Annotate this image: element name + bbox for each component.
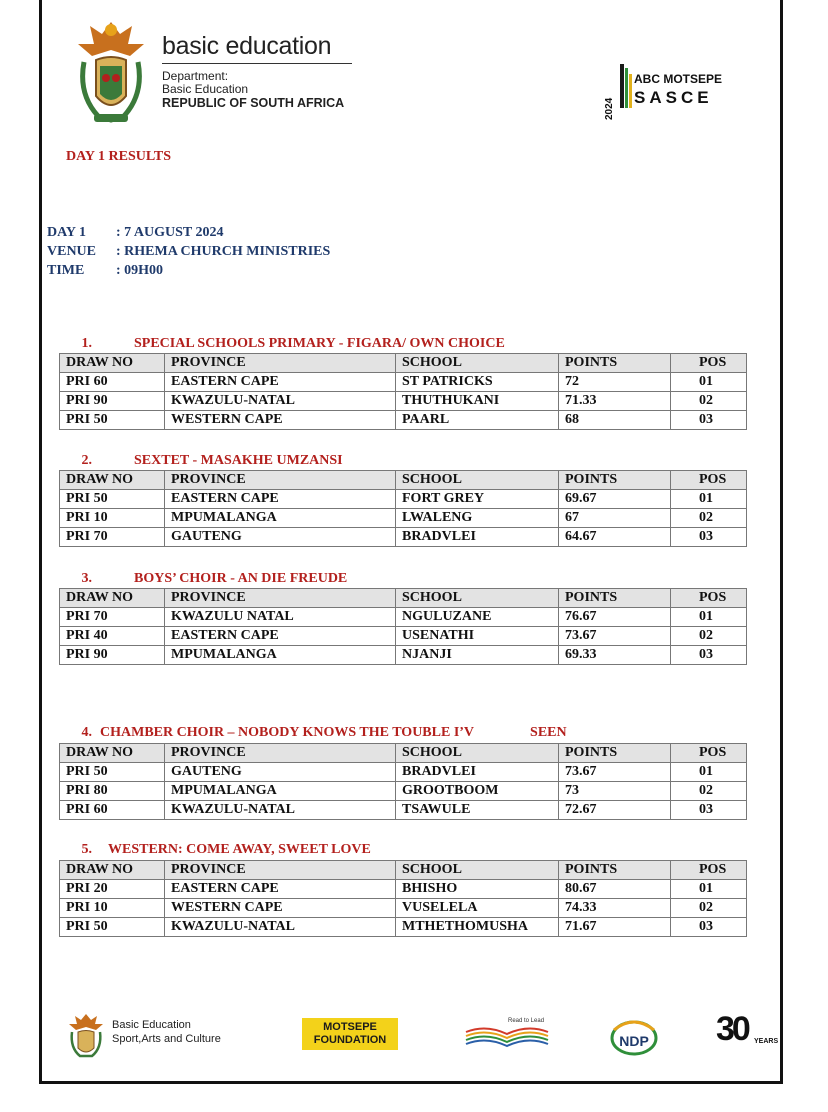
col-draw-no: DRAW NO <box>60 744 165 763</box>
cell-school: GROOTBOOM <box>396 782 559 801</box>
section-name: CHAMBER CHOIR – NOBODY KNOWS THE TOUBLE I’V <box>100 725 475 740</box>
col-pos: POS <box>671 471 747 490</box>
cell-pos: 03 <box>671 411 747 430</box>
cell-points: 73.67 <box>559 627 671 646</box>
department-brand <box>162 32 352 110</box>
col-draw-no: DRAW NO <box>60 589 165 608</box>
col-province: PROVINCE <box>165 744 396 763</box>
cell-province: KWAZULU-NATAL <box>165 918 396 937</box>
cell-draw-no: PRI 60 <box>60 801 165 820</box>
thirty-number: 30 <box>716 1010 748 1048</box>
table-header-row <box>60 471 747 490</box>
cell-draw-no: PRI 40 <box>60 627 165 646</box>
section-2-title <box>42 453 343 469</box>
section-name: BOYS’ CHOIR - AN DIE FREUDE <box>134 571 348 586</box>
col-school: SCHOOL <box>396 354 559 373</box>
footer-dept-line-1: Basic Education <box>112 1019 191 1031</box>
results-table-5 <box>59 860 747 937</box>
cell-pos: 02 <box>671 899 747 918</box>
cell-province: WESTERN CAPE <box>165 411 396 430</box>
thirty-years-text: YEARS <box>754 1038 779 1045</box>
cell-school: TSAWULE <box>396 801 559 820</box>
table-header-row <box>60 589 747 608</box>
read-to-lead-text: Read to Lead <box>508 1018 545 1024</box>
col-points: POINTS <box>559 471 671 490</box>
cell-school: MTHETHOMUSHA <box>396 918 559 937</box>
motsepe-foundation-logo <box>302 1018 398 1050</box>
section-4-title <box>42 725 567 741</box>
table-row <box>60 880 747 899</box>
sasce-year: 2024 <box>604 97 615 120</box>
section-number: 1. <box>81 336 92 351</box>
cell-province: KWAZULU-NATAL <box>165 392 396 411</box>
results-table-3 <box>59 588 747 665</box>
cell-school: BHISHO <box>396 880 559 899</box>
cell-pos: 01 <box>671 880 747 899</box>
cell-pos: 02 <box>671 782 747 801</box>
cell-pos: 02 <box>671 627 747 646</box>
cell-points: 68 <box>559 411 671 430</box>
section-name: SEXTET - MASAKHE UMZANSI <box>134 453 343 468</box>
thirty-years-logo <box>716 1010 779 1049</box>
col-pos: POS <box>671 589 747 608</box>
meta-time-value: : 09H00 <box>116 263 164 278</box>
col-school: SCHOOL <box>396 744 559 763</box>
cell-draw-no: PRI 90 <box>60 646 165 665</box>
section-number: 4. <box>81 725 92 740</box>
cell-points: 74.33 <box>559 899 671 918</box>
coat-of-arms-icon <box>70 14 152 126</box>
ndp-icon <box>609 1016 659 1056</box>
col-school: SCHOOL <box>396 589 559 608</box>
motsepe-line-1: MOTSEPE <box>323 1021 377 1033</box>
cell-province: MPUMALANGA <box>165 646 396 665</box>
table-row <box>60 782 747 801</box>
dept-line-3: REPUBLIC OF SOUTH AFRICA <box>162 96 345 110</box>
event-meta <box>47 223 330 280</box>
footer-logos <box>42 1006 786 1066</box>
cell-draw-no: PRI 70 <box>60 608 165 627</box>
cell-pos: 03 <box>671 918 747 937</box>
sasce-line-1: ABC MOTSEPE <box>634 72 723 86</box>
cell-school: FORT GREY <box>396 490 559 509</box>
footer-dept-text <box>112 1018 221 1046</box>
cell-school: LWALENG <box>396 509 559 528</box>
cell-pos: 03 <box>671 801 747 820</box>
letterhead <box>70 14 770 124</box>
cell-school: ST PATRICKS <box>396 373 559 392</box>
cell-points: 73 <box>559 782 671 801</box>
cell-province: GAUTENG <box>165 763 396 782</box>
read-to-lead-logo <box>462 1018 552 1048</box>
col-pos: POS <box>671 861 747 880</box>
cell-points: 67 <box>559 509 671 528</box>
meta-venue-value: : RHEMA CHURCH MINISTRIES <box>116 244 331 259</box>
table-row <box>60 918 747 937</box>
col-points: POINTS <box>559 354 671 373</box>
cell-school: NJANJI <box>396 646 559 665</box>
col-province: PROVINCE <box>165 471 396 490</box>
cell-province: EASTERN CAPE <box>165 490 396 509</box>
cell-draw-no: PRI 50 <box>60 918 165 937</box>
cell-province: EASTERN CAPE <box>165 880 396 899</box>
table-row <box>60 763 747 782</box>
table-row <box>60 627 747 646</box>
cell-school: USENATHI <box>396 627 559 646</box>
col-province: PROVINCE <box>165 589 396 608</box>
table-row <box>60 509 747 528</box>
cell-draw-no: PRI 80 <box>60 782 165 801</box>
table-row <box>60 392 747 411</box>
cell-points: 64.67 <box>559 528 671 547</box>
cell-pos: 01 <box>671 490 747 509</box>
meta-day-label: DAY 1 <box>47 225 87 240</box>
section-1-title <box>42 336 505 352</box>
col-points: POINTS <box>559 744 671 763</box>
cell-pos: 03 <box>671 528 747 547</box>
col-points: POINTS <box>559 861 671 880</box>
cell-school: NGULUZANE <box>396 608 559 627</box>
cell-school: BRADVLEI <box>396 763 559 782</box>
brand-rule <box>162 63 352 64</box>
section-name-tail: SEEN <box>530 725 567 740</box>
section-number: 5. <box>81 842 92 857</box>
flag-bars-icon <box>620 64 634 108</box>
sasce-line-2: SASCE <box>634 88 713 107</box>
section-5-title <box>42 842 371 858</box>
table-row <box>60 373 747 392</box>
section-number: 2. <box>81 453 92 468</box>
cell-draw-no: PRI 70 <box>60 528 165 547</box>
cell-province: WESTERN CAPE <box>165 899 396 918</box>
cell-pos: 02 <box>671 509 747 528</box>
col-draw-no: DRAW NO <box>60 861 165 880</box>
meta-venue-label: VENUE <box>47 244 97 259</box>
cell-draw-no: PRI 50 <box>60 763 165 782</box>
motsepe-line-2: FOUNDATION <box>313 1034 387 1046</box>
section-number: 3. <box>81 571 92 586</box>
ndp-text: NDP <box>619 1033 649 1049</box>
cell-draw-no: PRI 20 <box>60 880 165 899</box>
cell-points: 72 <box>559 373 671 392</box>
table-row <box>60 899 747 918</box>
cell-points: 71.33 <box>559 392 671 411</box>
section-name: SPECIAL SCHOOLS PRIMARY - FIGARA/ OWN CHOICE <box>134 336 505 351</box>
cell-draw-no: PRI 10 <box>60 509 165 528</box>
footer-dept-line-2: Sport,Arts and Culture <box>112 1033 221 1045</box>
table-header-row <box>60 354 747 373</box>
sasce-logo <box>606 74 736 126</box>
meta-day-value: : 7 AUGUST 2024 <box>116 225 224 240</box>
table-row <box>60 411 747 430</box>
cell-province: KWAZULU-NATAL <box>165 801 396 820</box>
document-page <box>39 0 783 1084</box>
col-draw-no: DRAW NO <box>60 471 165 490</box>
cell-points: 71.67 <box>559 918 671 937</box>
cell-province: MPUMALANGA <box>165 509 396 528</box>
cell-draw-no: PRI 50 <box>60 490 165 509</box>
meta-day <box>47 223 330 242</box>
cell-province: MPUMALANGA <box>165 782 396 801</box>
cell-draw-no: PRI 10 <box>60 899 165 918</box>
results-table-2 <box>59 470 747 547</box>
coat-of-arms-small-icon <box>66 1010 106 1058</box>
cell-draw-no: PRI 50 <box>60 411 165 430</box>
cell-points: 76.67 <box>559 608 671 627</box>
ndp-logo <box>609 1016 659 1061</box>
cell-pos: 01 <box>671 373 747 392</box>
table-row <box>60 528 747 547</box>
col-points: POINTS <box>559 589 671 608</box>
cell-pos: 03 <box>671 646 747 665</box>
results-table-1 <box>59 353 747 430</box>
meta-time-label: TIME <box>47 263 85 278</box>
col-draw-no: DRAW NO <box>60 354 165 373</box>
col-school: SCHOOL <box>396 861 559 880</box>
table-row <box>60 646 747 665</box>
cell-province: GAUTENG <box>165 528 396 547</box>
cell-draw-no: PRI 90 <box>60 392 165 411</box>
col-pos: POS <box>671 354 747 373</box>
col-province: PROVINCE <box>165 861 396 880</box>
cell-points: 73.67 <box>559 763 671 782</box>
col-pos: POS <box>671 744 747 763</box>
meta-time <box>47 261 330 280</box>
cell-points: 80.67 <box>559 880 671 899</box>
col-school: SCHOOL <box>396 471 559 490</box>
cell-school: PAARL <box>396 411 559 430</box>
cell-points: 72.67 <box>559 801 671 820</box>
dept-line-2: Basic Education <box>162 82 249 96</box>
brand-name: basic education <box>162 32 332 60</box>
meta-venue <box>47 242 330 261</box>
cell-points: 69.33 <box>559 646 671 665</box>
section-3-title <box>42 571 347 587</box>
col-province: PROVINCE <box>165 354 396 373</box>
section-name: WESTERN: COME AWAY, SWEET LOVE <box>108 842 371 857</box>
cell-province: EASTERN CAPE <box>165 627 396 646</box>
cell-pos: 01 <box>671 608 747 627</box>
table-row <box>60 608 747 627</box>
cell-school: THUTHUKANI <box>396 392 559 411</box>
table-row <box>60 801 747 820</box>
cell-school: BRADVLEI <box>396 528 559 547</box>
cell-pos: 01 <box>671 763 747 782</box>
cell-draw-no: PRI 60 <box>60 373 165 392</box>
cell-school: VUSELELA <box>396 899 559 918</box>
results-table-4 <box>59 743 747 820</box>
cell-province: EASTERN CAPE <box>165 373 396 392</box>
cell-points: 69.67 <box>559 490 671 509</box>
day-results-title: DAY 1 RESULTS <box>66 149 172 164</box>
dept-line-1: Department: <box>162 69 229 83</box>
table-header-row <box>60 744 747 763</box>
table-header-row <box>60 861 747 880</box>
cell-pos: 02 <box>671 392 747 411</box>
cell-province: KWAZULU NATAL <box>165 608 396 627</box>
table-row <box>60 490 747 509</box>
